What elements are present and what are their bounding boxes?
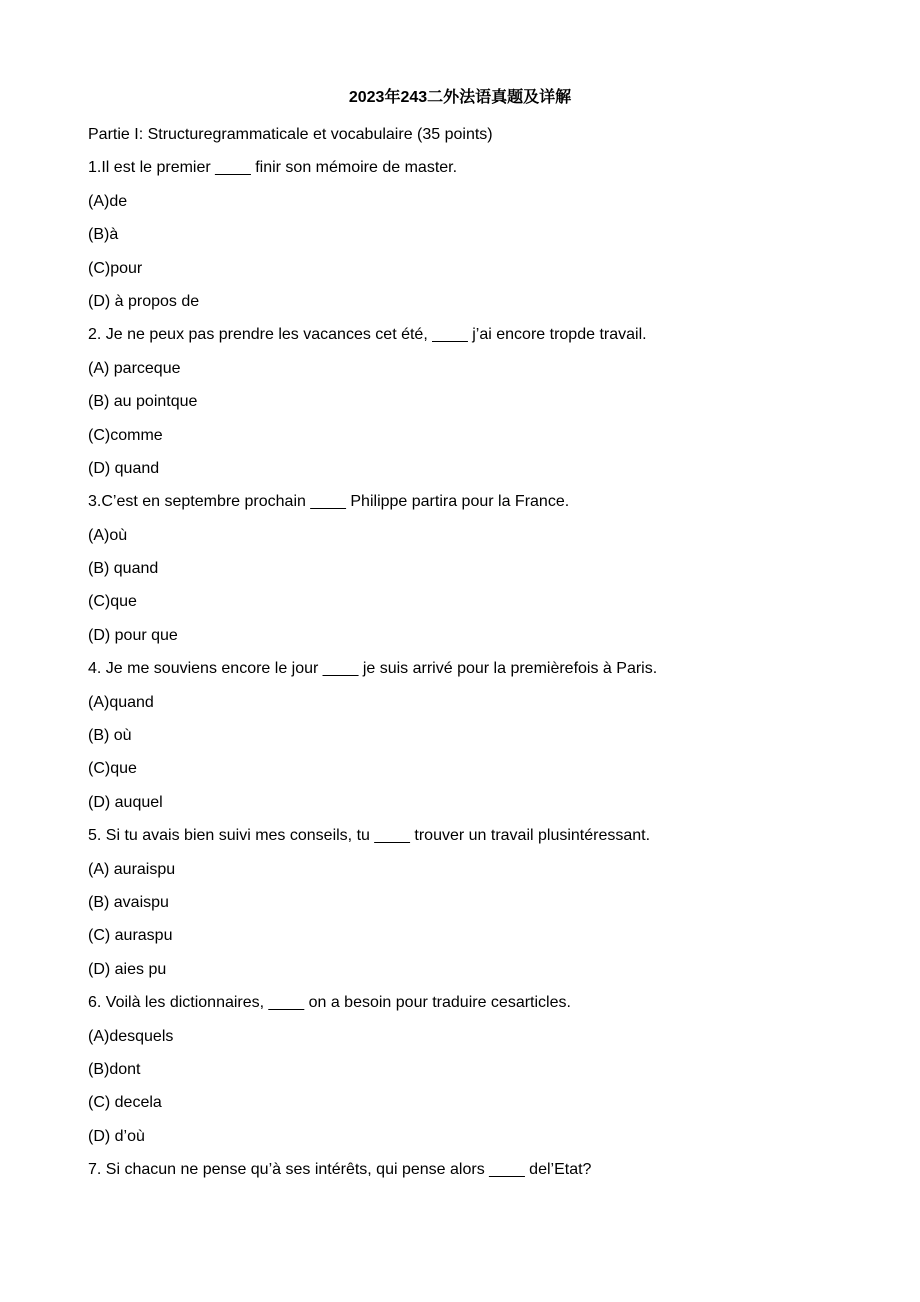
question-6-text: 6. Voilà les dictionnaires, ____ on a besoin pour traduire cesarticles. <box>88 994 571 1012</box>
question-4-option-d: (D) auquel <box>88 793 163 811</box>
question-1-option-b: (B)à <box>88 226 119 244</box>
question-2-option-d: (D) quand <box>88 459 160 477</box>
question-3-option-b: (B) quand <box>88 560 159 578</box>
question-5-option-b: (B) avaispu <box>88 893 169 911</box>
question-6-option-c: (C) decela <box>88 1094 162 1112</box>
question-1-option-a: (A)de <box>88 192 128 210</box>
document-title: 2023年243二外法语真题及详解 <box>348 89 572 106</box>
question-4-option-b: (B) où <box>88 727 132 745</box>
question-4-text: 4. Je me souviens encore le jour ____ je suis arrivé pour la premièrefois à Paris. <box>88 660 658 678</box>
question-6-option-d: (D) d’où <box>88 1127 145 1145</box>
question-6-option-a: (A)desquels <box>88 1027 174 1045</box>
question-3-option-a: (A)où <box>88 526 128 544</box>
question-3-option-d: (D) pour que <box>88 626 178 644</box>
question-1-option-d: (D) à propos de <box>88 292 200 310</box>
question-4-option-c: (C)que <box>88 760 137 778</box>
question-5-option-d: (D) aies pu <box>88 960 167 978</box>
question-7-text: 7. Si chacun ne pense qu’à ses intérêts, qui pense alors ____ del’Etat? <box>88 1161 592 1179</box>
question-5-text: 5. Si tu avais bien suivi mes conseils, tu ____ trouver un travail plusintéressant. <box>88 827 651 845</box>
question-2-text: 2. Je ne peux pas prendre les vacances cet été, ____ j’ai encore tropde travail. <box>88 326 647 344</box>
question-4-option-a: (A)quand <box>88 693 154 711</box>
document-body <box>88 122 868 1191</box>
question-1-text: 1.Il est le premier ____ finir son mémoire de master. <box>88 159 458 177</box>
question-3-text: 3.C’est en septembre prochain ____ Philippe partira pour la France. <box>88 493 570 511</box>
question-2-option-a: (A) parceque <box>88 359 181 377</box>
question-3-option-c: (C)que <box>88 593 137 611</box>
question-2-option-c: (C)comme <box>88 426 163 444</box>
section-heading: Partie I: Structuregrammaticale et vocabulaire (35 points) <box>88 126 493 143</box>
question-2-option-b: (B) au pointque <box>88 393 198 411</box>
question-5-option-a: (A) auraispu <box>88 860 176 878</box>
question-5-option-c: (C) auraspu <box>88 927 173 945</box>
question-1-option-c: (C)pour <box>88 259 143 277</box>
question-6-option-b: (B)dont <box>88 1060 141 1078</box>
